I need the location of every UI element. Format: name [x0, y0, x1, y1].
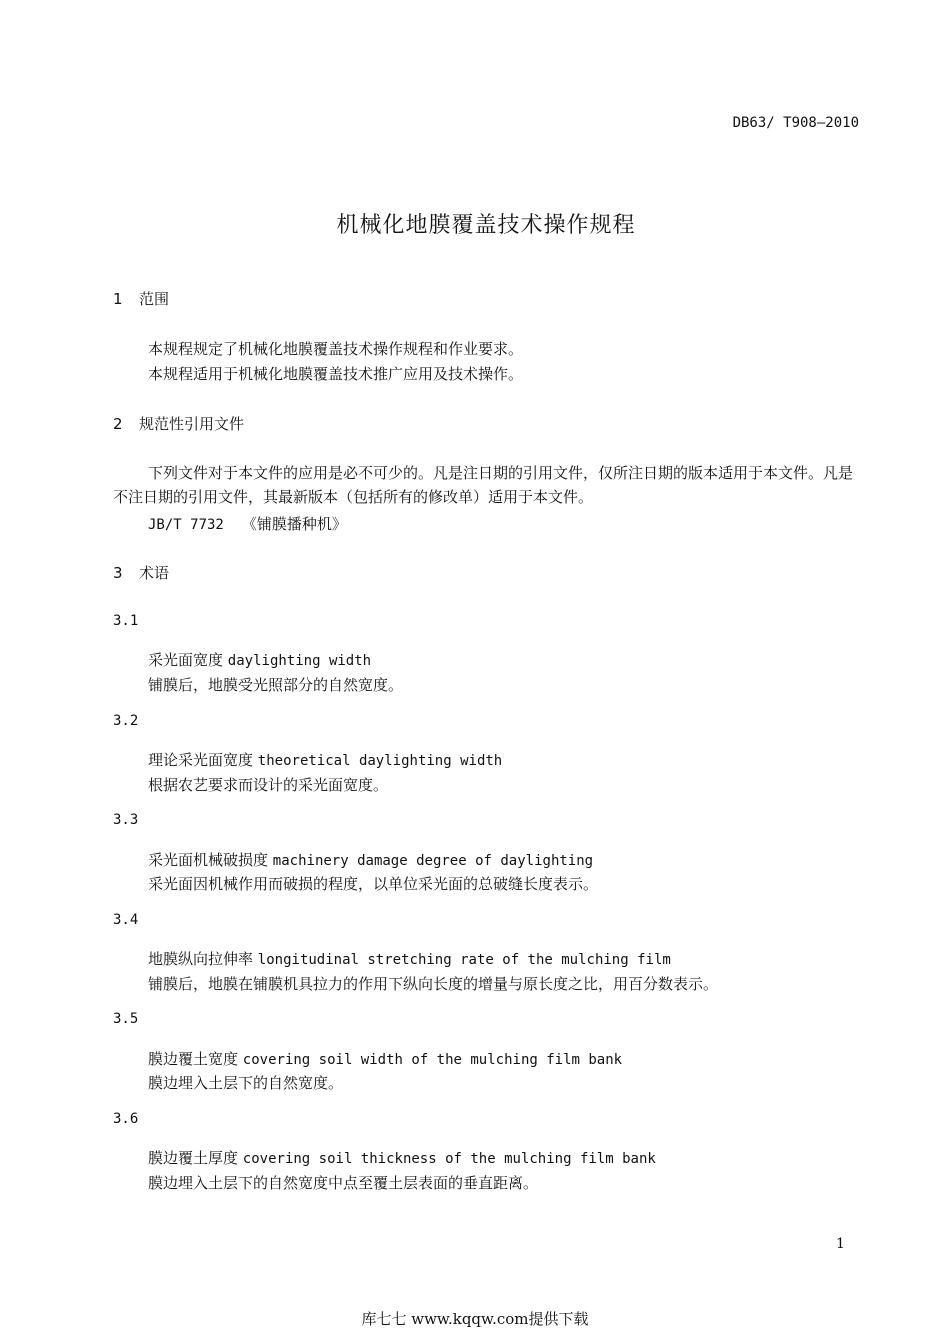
term-name-en: machinery damage degree of daylighting: [272, 853, 594, 869]
term-name-cn: 膜边覆土厚度: [148, 1149, 239, 1167]
term-heading: [148, 649, 371, 670]
section-number: 2: [113, 415, 123, 433]
term-number: 3.2: [113, 713, 139, 729]
term-definition: 膜边埋入土层下的自然宽度。: [148, 1074, 344, 1092]
term-number: 3.5: [113, 1011, 139, 1027]
term-name-cn: 理论采光面宽度: [148, 751, 254, 769]
section-number: 1: [113, 290, 123, 308]
section-number: 3: [113, 564, 123, 582]
term-definition: 采光面因机械作用而破损的程度，以单位采光面的总破缝长度表示。: [148, 875, 599, 893]
term-heading: [148, 1048, 622, 1069]
term-name-en: daylighting width: [227, 653, 372, 669]
paragraph: 本规程规定了机械化地膜覆盖技术操作规程和作业要求。: [148, 340, 524, 358]
term-heading: [148, 849, 593, 870]
term-name-cn: 膜边覆土宽度: [148, 1050, 239, 1068]
reference-title: 《铺膜播种机》: [241, 515, 347, 533]
section-title: 术语: [139, 564, 170, 582]
term-number: 3.1: [113, 613, 139, 629]
term-definition: 铺膜后，地膜受光照部分的自然宽度。: [148, 676, 404, 694]
term-definition: 根据农艺要求而设计的采光面宽度。: [148, 776, 389, 794]
term-name-en: theoretical daylighting width: [257, 753, 503, 769]
term-number: 3.4: [113, 912, 139, 928]
section-heading-terms: [113, 562, 169, 583]
term-number: 3.3: [113, 812, 139, 828]
term-definition: 铺膜后，地膜在铺膜机具拉力的作用下纵向长度的增量与原长度之比，用百分数表示。: [148, 975, 719, 993]
term-name-en: longitudinal stretching rate of the mulching film: [257, 952, 671, 968]
footer-watermark: 库七七 www.kqqw.com提供下载: [361, 1310, 589, 1328]
reference-entry: [148, 513, 347, 534]
reference-code: JB/T 7732: [148, 517, 224, 533]
term-name-cn: 采光面宽度: [148, 651, 224, 669]
section-title: 规范性引用文件: [139, 415, 245, 433]
document-number: DB63/ T908—2010: [732, 115, 859, 131]
paragraph: 下列文件对于本文件的应用是必不可少的。凡是注日期的引用文件，仅所注日期的版本适用于本文件。凡是不注日期的引用文件，其最新版本（包括所有的修改单）适用于本文件。: [113, 464, 854, 506]
term-heading: [148, 1147, 656, 1168]
term-name-en: covering soil thickness of the mulching film bank: [242, 1151, 656, 1167]
paragraph: 本规程适用于机械化地膜覆盖技术推广应用及技术操作。: [148, 365, 524, 383]
term-number: 3.6: [113, 1111, 139, 1127]
term-heading: [148, 749, 502, 770]
term-definition: 膜边埋入土层下的自然宽度中点至覆土层表面的垂直距离。: [148, 1174, 539, 1192]
page-number: 1: [836, 1236, 845, 1252]
term-name-en: covering soil width of the mulching film bank: [242, 1052, 623, 1068]
term-name-cn: 采光面机械破损度: [148, 851, 269, 869]
section-title: 范围: [139, 290, 170, 308]
section-heading-scope: [113, 288, 169, 309]
term-name-cn: 地膜纵向拉伸率: [148, 950, 254, 968]
page-title: 机械化地膜覆盖技术操作规程: [336, 213, 636, 238]
section-heading-normative-references: [113, 413, 244, 434]
term-heading: [148, 948, 671, 969]
